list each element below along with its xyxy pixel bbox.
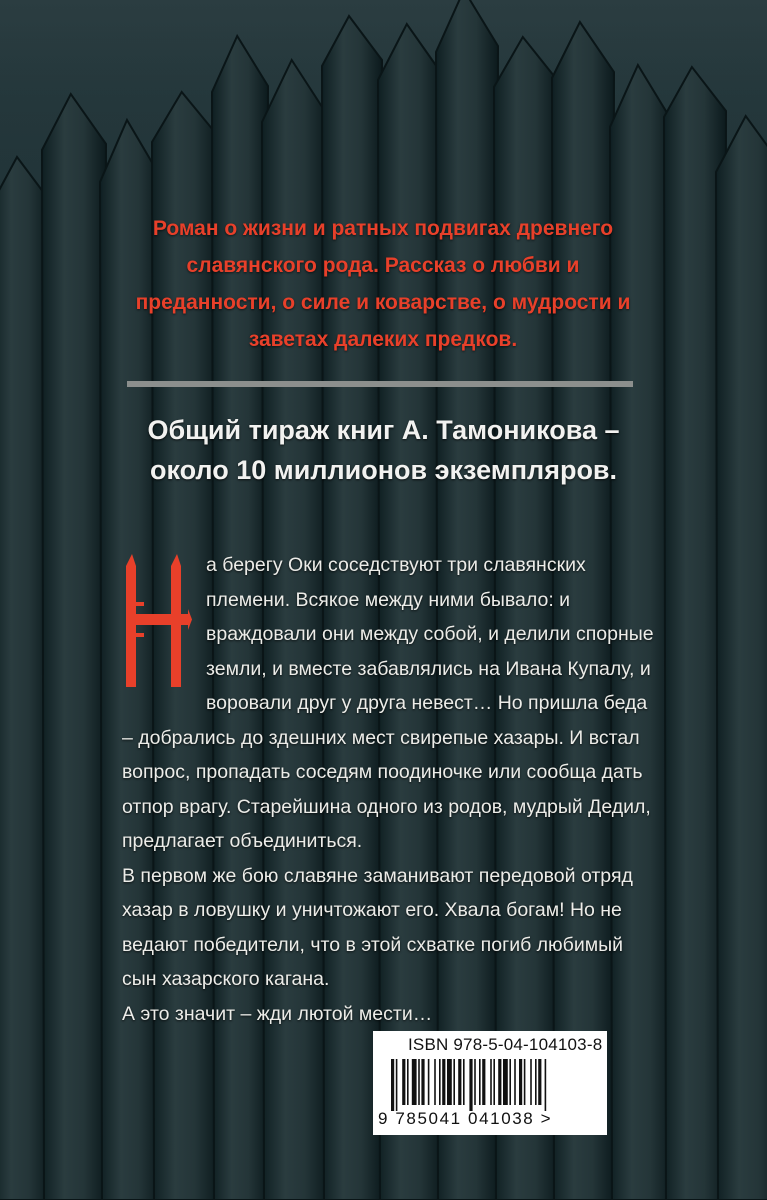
barcode-bar: [442, 1059, 445, 1105]
barcode-bar: [453, 1059, 455, 1105]
barcode-bar: [519, 1059, 522, 1105]
isbn-number: ISBN 978-5-04-104103-8: [408, 1035, 603, 1054]
divider-rule: [127, 381, 633, 387]
barcode-bar: [469, 1059, 472, 1111]
story-paragraph-1: а берегу Оки соседствуют три славянских племени. Всякое между ними бывало: и враждовали они между собой, и делили спорные земли, и вместе забавлялись на Ивана Купалу, и воровали друг у друга невест… Но пришла беда – добрались до здешних мест свирепые хазары. И встал вопрос, пропадать соседям поодиночке или сообща дать отпор врагу. Старейшина одного из родов, мудрый Дедил, предлагает объединиться.: [122, 554, 654, 852]
barcode-bar: [421, 1059, 424, 1105]
barcode-bar: [538, 1059, 541, 1105]
barcode-bar: [503, 1059, 508, 1105]
story-paragraph-2: В первом же бою славяне заманивают передовой отряд хазар в ловушку и уничтожают его. Хвала богам! Но не ведают победители, что в этой схватке погиб любимый сын хазарского кагана.: [122, 864, 633, 990]
barcode-bar: [535, 1059, 537, 1105]
barcode-bar: [482, 1059, 485, 1105]
barcode-bar: [391, 1059, 394, 1111]
barcode-bar: [514, 1059, 516, 1105]
barcode-bar: [428, 1059, 430, 1105]
barcode-bar: [545, 1059, 547, 1111]
barcode-bar: [530, 1059, 532, 1105]
circulation-statement: [100, 410, 667, 490]
barcode-bar: [493, 1059, 495, 1105]
circulation-line-2: около 10 миллионов экземпляров.: [149, 455, 618, 485]
barcode-bar: [447, 1059, 452, 1105]
book-blurb: Роман о жизни и ратных подвигах древнего славянского рода. Рассказ о любви и преданности, о силе и коварстве, о мудрости и заветах далеких предков.: [135, 217, 631, 351]
barcode-bar: [434, 1059, 436, 1105]
drop-cap-letter: [122, 554, 192, 687]
barcode-bar: [479, 1059, 481, 1105]
fence-log: [716, 116, 767, 1200]
barcode-bar: [412, 1059, 417, 1105]
barcode-bar: [490, 1059, 492, 1105]
barcode-bar: [474, 1059, 476, 1105]
barcode-bar: [407, 1059, 409, 1105]
barcode-bar: [458, 1059, 461, 1105]
barcode-bar: [463, 1059, 465, 1105]
isbn-barcode: [373, 1031, 607, 1135]
story-paragraph-3: А это значит – жди лютой мести…: [122, 1002, 433, 1025]
circulation-line-1: Общий тираж книг А. Тамоникова –: [147, 415, 620, 445]
barcode-bar: [509, 1059, 511, 1105]
barcode-bar: [396, 1059, 398, 1111]
barcode-bars: [391, 1059, 591, 1111]
barcode-bar: [418, 1059, 420, 1105]
barcode-bar: [402, 1059, 405, 1105]
barcode-bar: [524, 1059, 526, 1105]
story-synopsis: [122, 548, 662, 1031]
ean-digits: 9 785041 041038 >: [378, 1109, 553, 1128]
fence-log: [42, 94, 106, 1200]
barcode-bar: [498, 1059, 501, 1105]
barcode-bar: [439, 1059, 441, 1105]
